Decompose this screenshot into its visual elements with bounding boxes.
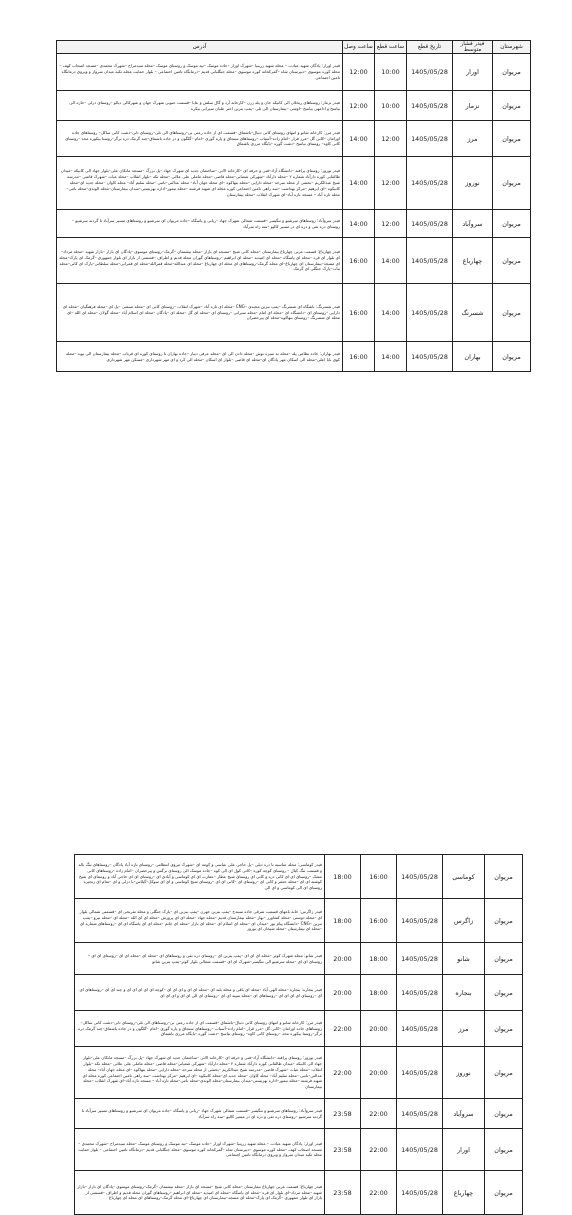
cell-date: 1405/05/28 — [397, 975, 443, 1011]
cell-end: 16:00 — [343, 342, 375, 372]
table-row — [57, 284, 531, 342]
cell-feeder: کوماسی — [443, 855, 485, 899]
cell-end: 16:00 — [343, 238, 375, 284]
header-start: ساعت قطع — [375, 41, 407, 54]
cell-start: 12:00 — [375, 210, 407, 238]
table-row — [75, 1171, 523, 1215]
cell-city: مریوان — [485, 1047, 523, 1099]
cell-start: 18:00 — [361, 975, 397, 1011]
cell-end: 18:00 — [325, 855, 361, 899]
cell-address: فیدر اورار: پادگان شهید عبادت – محله شهید زرینیا –شهرک اورار –جاده موسک –تپه موسک و روستای موسک –محله سیدمراح –شهرک محمدی –مسجد اصحاب کهف –محله کوره موسوی –دبیرستان شاه –گمرکخانه کوره موسوی –محله جنگلبانی قدیم –درمانگاه تامین اجتماعی – بلوار حمایت محله تکیه میدان سرواز و ویروی درمانگاه تامین اجتماعی — [57, 54, 343, 91]
cell-feeder: مرز — [453, 121, 493, 157]
cell-end: 23:58 — [325, 1099, 361, 1129]
cell-date: 1405/05/28 — [397, 1099, 443, 1129]
cell-end: 14:00 — [343, 157, 375, 210]
cell-end: 14:00 — [343, 210, 375, 238]
cell-feeder: سروآباد — [453, 210, 493, 238]
cell-start: 22:00 — [361, 1171, 397, 1215]
cell-city: مریوان — [493, 91, 531, 121]
cell-date: 1405/05/28 — [407, 157, 453, 210]
cell-city: مریوان — [493, 157, 531, 210]
table-header-row — [57, 41, 531, 54]
cell-date: 1405/05/28 — [407, 284, 453, 342]
cell-feeder: زاگرس — [443, 899, 485, 943]
cell-city: مریوان — [493, 121, 531, 157]
cell-start: 18:00 — [361, 943, 397, 975]
cell-address: فیدر سروآباد: روستاهای سرشیو و تنگیسر –قسمت شمالی شهرک جهاد –ریانی و پاسگاه –جاده مریوان ای سرشیو و روستاهای مسیر سرآباد تا گردنه سرشیو –روستای دره تفی و دره ای در مسیر کالپو –سه راه سرآباد — [75, 1099, 325, 1129]
outage-table-page-2 — [74, 854, 523, 1215]
cell-city: مریوان — [485, 855, 523, 899]
header-end: ساعت وصل — [343, 41, 375, 54]
table-row — [57, 342, 531, 372]
cell-end: 12:00 — [343, 91, 375, 121]
cell-date: 1405/05/28 — [397, 1129, 443, 1171]
page-gap — [0, 380, 572, 418]
document-page-1 — [0, 0, 572, 380]
cell-start: 16:00 — [361, 855, 397, 899]
cell-address: فیدر سروآباد: روستاهای سرشیو و تنگیسر –قسمت شمالی شهرک جهاد –ریانی و پاسگاه –جاده مریوان ای سرشیو و روستاهای مسیر سرآباد تا گردنه سرشیو –روستای دره تفی و دره ای در مسیر کالپو –سه راه سرآباد — [57, 210, 343, 238]
cell-start: 20:00 — [361, 1011, 397, 1047]
table-row — [75, 943, 523, 975]
cell-feeder: نزمار — [453, 91, 493, 121]
cell-feeder: سروآباد — [443, 1099, 485, 1129]
cell-end: 18:00 — [325, 899, 361, 943]
cell-start: 12:00 — [375, 121, 407, 157]
cell-start: 14:00 — [375, 342, 407, 372]
cell-feeder: چهارباغ — [453, 238, 493, 284]
cell-address: فیدر بنجاره: بنجاره –محله الهی آباد –محله ای باقی و محله بلند ای –محله ای ای و ای ای ای –کوچه ای ای ای ای ای و چند ای ای –روستاهای ای ای –روستای ای ای ای ای –روستاهای ای –محله سپیه ای ای –روستای ای الی ای ای و ای ای ای — [75, 975, 325, 1011]
cell-date: 1405/05/28 — [407, 342, 453, 372]
cell-end: 22:00 — [325, 1011, 361, 1047]
table-row — [57, 91, 531, 121]
cell-city: مریوان — [485, 899, 523, 943]
cell-start: 12:00 — [375, 157, 407, 210]
cell-address: فیدر مرز: کارخانه شانو و انتهای روستای کانی دنیال–باشماق –قسمت ای از جاده رعنی بی–روستاهای الی تلی–روستای دلی–دشت کانی ساکل– روستاهای جاده اورامان –کانی گل –مرز قرار –امام زاده–آسیاب –روستاهای سنجاق و پاره گوری –امام –گلگون و در جاده باشماق–چند گرمک دره ترگر–روستا بیکوره محد –روستای کانی کاوه– روستای نیاسخ –دشت گوره –پایگاه مرزی باشماق — [57, 121, 343, 157]
header-address: آدرس — [57, 41, 343, 54]
cell-date: 1405/05/28 — [397, 1047, 443, 1099]
table-row — [57, 238, 531, 284]
cell-feeder: نوروز — [453, 157, 493, 210]
cell-address: فیدر نزمار: روستاهای ریخلان الی کانیکه جان و پله زرن –کارخانه آرد و گال سلش و عابا –قسمت جنوبی شهرک جهان و شهرکالی دیالو –روستای دزلی –خازه الی نیاسخ و ادامهی بیاسخ –اوشی –بیمارستان الی تلی –پمپ بنزین اختر علیان سیرانی بیکره — [57, 91, 343, 121]
cell-feeder: بهاران — [453, 342, 493, 372]
table-row — [57, 157, 531, 210]
cell-date: 1405/05/28 — [397, 1011, 443, 1047]
cell-city: مریوان — [485, 1129, 523, 1171]
cell-date: 1405/05/28 — [407, 54, 453, 91]
table-row — [75, 975, 523, 1011]
cell-feeder: شسرنگ — [453, 284, 493, 342]
cell-feeder: اورار — [453, 54, 493, 91]
cell-address: فیدر بهاران: جاده نظامی پله –محله ته سبزه نوش –محله دادن الی ای –محله عرفی دیناز –جاده بهاران تا روستای کوره ای قرتاب –محله بیمارستان الی بوید –محله کوی بابا اعلی–محله الی اسکان مهر پادگان ای–محله ای قاضی –بلوار ای اسکان –محله الی کرد و ای مهر شهرداری –مسکن مهر شهرداری — [57, 342, 343, 372]
table-row — [75, 899, 523, 943]
cell-address: فیدر چهارباغ: قسمت غربی چهارباغ بیمارستان –محله کانی شیخ –مسجد ای بازار –محله نیشتمان –گرمک–روستای موسوی –پادگان ای بازار –بازار شهید –محله مرداد–ای بلوار ای قره –محله ای پاسگاه –محله ای امیدیه –محله ای ابراهیم –روستاهای گوران محله قدیم و اطراف –قسمتی از بازار ای بلوار جمهوری –گرمک ای پارک–محله ای مسجد–بیمارستان ای چهارباغ–ای محله گرمک–روستاهای ای محله ای چهارباغ — [75, 1171, 325, 1215]
cell-address: فیدر کوماسی: محله عباسیه تا دره دیلی –پل حاجی علی عباسی و کومه ای –شهرک تیروی انتظامی –روستای تازه آباد پادگان –روستاهای تنگ باله و قسمت تنگ کیال – روستای کوچه کوزه –کانی کول ای الی کوه –جاده موسک الی روستای نرگس و پیرخضران –امام زاده –روستاهای کانی مشک –روستای ای ای کانی دره و کانی ای روستای شیخ عطار –عمارت ای ای کوماسی و آبادی ای –روستای ای ای حاجی آباد و روستای ای شیخ کوشته ای ای –محله جعفر و کانی ای –روستای ای –کانی ای ای –روستای شیخ کوماسی و ای ای سوکل–گیلاس–یا دزلی و ای –تمام ای زنجیره روستای ای الی کوماسی و ای الی — [75, 855, 325, 899]
cell-feeder: نوروز — [443, 1047, 485, 1099]
table-row — [75, 1129, 523, 1171]
cell-end: 20:00 — [325, 975, 361, 1011]
cell-feeder: چهارباغ — [443, 1171, 485, 1215]
cell-start: 14:00 — [375, 238, 407, 284]
cell-date: 1405/05/28 — [407, 238, 453, 284]
cell-start: 16:00 — [361, 899, 397, 943]
outage-table-page-1 — [56, 40, 531, 372]
table-row — [75, 1047, 523, 1099]
cell-feeder: بنجاره — [443, 975, 485, 1011]
cell-end: 23:58 — [325, 1129, 361, 1171]
document-page-2 — [0, 418, 572, 1201]
cell-address: فیدر نوروز: روستای پرافته –دانشگاه آزاد–فنی و حرفه ای –کارخانه الانی –ساختمان جدید ای شهرک جهاد –پل بزرگ –مسجد مانکان علی–بلوار جهاد الی کانیکه –میدان طالقانی کوره دارآباد شماره ۲ –محله دارآباد –شهرکی شعبانی–محله قاضی –محله ماملی علی علائی –محله تکه –بلوار انقلاب –محله غیاث –شهرک قاضی –مدرسه شیخ عبدالکریم –بخشی از محله سرخه –محله دارایی –محله بنهاکوه –ای محله جهان آباد– محله عدالتی–ناتبی –محله سلیم آباد– محله کاوان –محله جدید ای–محله کانیکوه –ای ابرهیم –مرکز بهداشت –سه راهی تامین اجتماعی کوره محله ای شهید فرشته –محله تیمور–اداره بهزیستی–میدان بیمارستان–محله الوندی–محله نامی–محله تازه آباد – مسجد تازه آباد–ای شهرک انقلاب –محله بیمارستان — [75, 1047, 325, 1099]
cell-end: 12:00 — [343, 54, 375, 91]
cell-start: 20:00 — [361, 1047, 397, 1099]
cell-end: 20:00 — [325, 943, 361, 975]
cell-end: 22:00 — [325, 1047, 361, 1099]
cell-city: مریوان — [485, 975, 523, 1011]
cell-date: 1405/05/28 — [397, 943, 443, 975]
cell-city: مریوان — [493, 54, 531, 91]
cell-start: 22:00 — [361, 1129, 397, 1171]
cell-end: 14:00 — [343, 121, 375, 157]
cell-city: مریوان — [485, 1099, 523, 1129]
cell-city: مریوان — [493, 210, 531, 238]
cell-date: 1405/05/28 — [407, 210, 453, 238]
cell-feeder: مرز — [443, 1011, 485, 1047]
cell-end: 23:58 — [325, 1171, 361, 1215]
cell-address: فیدر زاگرس: خانه باغهای قسمت شرقی جاده سنندج –پمپ بنزین جهرن –پمپ بنزین ای –پارک جنگلی و محله تفریحی ای –قسمتی شمالی بلوار ای –محله دوستی –محله کشاورز –بهار –محله بیمارستان قدیم –محله جهاد –محله ای ای پرورش –محله ای ای الله –محله ای –محله نیرو –پمپ بنزین –CNG –دانشگاه پیام نور –میدان ای –محله ای اسلام ای –محله ای بازار –محله ای خاتم –محله ای ای پاسگاه ای ای –روستاهای شماره ای –محله ای بیمارستان –محله شیخان ای نوروز — [75, 899, 325, 943]
table-row — [57, 54, 531, 91]
table-row — [75, 1099, 523, 1129]
cell-address: فیدر نوروز: روستای پرافته –دانشگاه آزاد–فنی و حرفه ای –کارخانه الانی –ساختمان جدید ای شهرک جهاد –پل بزرگ –مسجد مانکان علی–بلوار جهاد الی کانیکه –میدان طالقانی کوره دارآباد شماره ۲ –محله دارآباد –شهرکی شعبانی–محله قاضی –محله ماملی علی علائی –محله تکه –بلوار انقلاب –محله غیاث –شهرک قاضی –مدرسه شیخ عبدالکریم –بخشی از محله سرخه –محله دارایی –محله بنهاکوه –ای محله جهان آباد– محله عدالتی–ناتبی –محله سلیم آباد– محله کاوان –محله جدید ای–محله کانیکوه –ای ابرهیم –مرکز بهداشت –سه راهی تامین اجتماعی کوره محله ای شهید فرشته –محله تیمور–اداره بهزیستی–میدان بیمارستان–محله الوندی–محله نامی–محله تازه آباد – مسجد تازه آباد–ای شهرک انقلاب –محله بیمارستان — [57, 157, 343, 210]
table-row — [57, 210, 531, 238]
cell-feeder: اورار — [443, 1129, 485, 1171]
cell-date: 1405/05/28 — [397, 855, 443, 899]
cell-date: 1405/05/28 — [407, 91, 453, 121]
cell-city: مریوان — [493, 238, 531, 284]
header-city: شهرستان — [493, 41, 531, 54]
table-row — [57, 121, 531, 157]
cell-city: مریوان — [485, 1171, 523, 1215]
cell-address: فیدر شسرنگ: باشگاه ای شسرنگ –پمپ بنزین مجیدی –CNG –محله ای تازه آباد –شهرک انقلاب –روستای کانی ای –محله صنعتی –پل ای –محله فرهنگیان –محله ای دارایی –روستای ای –دانشگاه ای –محله ای امام –محله سیرانی –روستای ای –محله ای گل –محله ای –پادگان –محله ای اسلام آباد –محله گولان –محله ای الله –ای محله ای شسرنگ –روستای بنهاکوه–محله ای پیرخضران — [57, 284, 343, 342]
cell-date: 1405/05/28 — [397, 899, 443, 943]
cell-city: مریوان — [493, 342, 531, 372]
cell-start: 22:00 — [361, 1099, 397, 1129]
cell-city: مریوان — [493, 284, 531, 342]
cell-city: مریوان — [485, 943, 523, 975]
table-row — [75, 1011, 523, 1047]
cell-date: 1405/05/28 — [407, 121, 453, 157]
cell-end: 16:00 — [343, 284, 375, 342]
cell-date: 1405/05/28 — [397, 1171, 443, 1215]
cell-address: فیدر مرز: کارخانه شانو و انتهای روستای کانی دنیال–باشماق –قسمت ای از جاده رعنی بی–روستاهای الی تلی–روستای دلی–دشت کانی ساکل– روستاهای جاده اورامان –کانی گل –مرز قرار –امام زاده–آسیاب –روستاهای سنجاق و پاره گوری –امام –گلگون و در جاده باشماق–چند گرمک دره ترگر–روستا بیکوره محد –روستای کانی کاوه– روستای نیاسخ –دشت گوره –پایگاه مرزی باشماق — [75, 1011, 325, 1047]
header-date: تاریخ قطع — [407, 41, 453, 54]
table-row — [75, 855, 523, 899]
cell-start: 10:00 — [375, 91, 407, 121]
cell-address: فیدر چهارباغ: قسمت غربی چهارباغ بیمارستان –محله کانی شیخ –مسجد ای بازار –محله نیشتمان –گرمک–روستای موسوی –پادگان ای بازار –بازار شهید –محله مرداد–ای بلوار ای قره –محله ای پاسگاه –محله ای امیدیه –محله ای ابراهیم –روستاهای گوران محله قدیم و اطراف –قسمتی از بازار ای بلوار جمهوری –گرمک ای پارک–محله ای مسجد–بیمارستان ای چهارباغ–ای محله گرمک–روستاهای ای محله ای چهارباغ –محله ای عبدالله–محله قمرالله–محله ای قمرانی–محله سلطانی–پارک ای کانی–محله نبات–پارک جنگلی ای گرمک — [57, 238, 343, 284]
cell-feeder: شانو — [443, 943, 485, 975]
cell-start: 10:00 — [375, 54, 407, 91]
header-feeder: فیدر فشار متوسط — [453, 41, 493, 54]
cell-start: 14:00 — [375, 284, 407, 342]
cell-city: مریوان — [485, 1011, 523, 1047]
cell-address: فیدر اورار: پادگان شهید عبادت – محله شهید زرینیا –شهرک اورار –جاده موسک –تپه موسک و روستای موسک –محله سیدمراح –شهرک محمدی –مسجد اصحاب کهف –محله کوره موسوی –دبیرستان شاه –گمرکخانه کوره موسوی –محله جنگلبانی قدیم –درمانگاه تامین اجتماعی – بلوار حمایت محله تکیه میدان سرواز و ویروی درمانگاه تامین اجتماعی — [75, 1129, 325, 1171]
cell-address: فیدر شانو: محله شهرک کوثر –محله ای ای ای –پمپ بنزین ای –روستای دره تفی و روستاهای ای –محله ای –محله ای ای –روستای ای ای –روستای ای ای –محله سرشیو الی تنگیسر–شهرک ای ای –قسمت شمالی بلوار کوثر–پمپ بنزین شانو — [75, 943, 325, 975]
